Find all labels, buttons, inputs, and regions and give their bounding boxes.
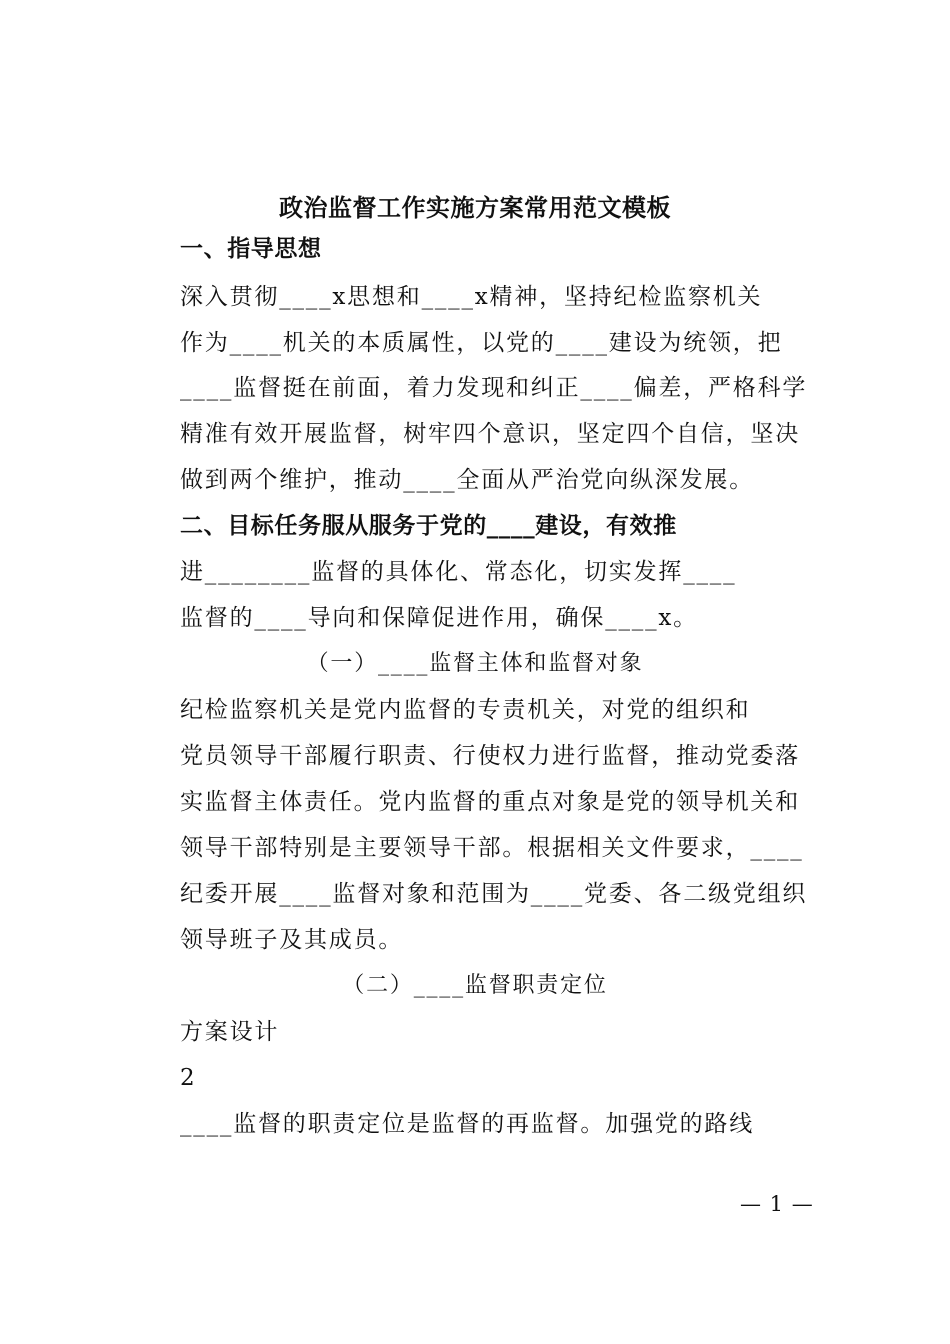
section-heading-guiding-ideology: 一、指导思想 xyxy=(180,236,322,262)
section-heading-objectives: 二、目标任务服从服务于党的____建设，有效推 xyxy=(180,513,677,539)
paragraph-line: 精准有效开展监督，树牢四个意识，坚定四个自信，坚决 xyxy=(180,421,800,447)
paragraph-line: 进________监督的具体化、常态化，切实发挥____ xyxy=(180,559,737,585)
subheading-supervision-subjects: （一）____监督主体和监督对象 xyxy=(306,651,644,676)
document-title: 政治监督工作实施方案常用范文模板 xyxy=(279,193,671,222)
paragraph-line: 2 xyxy=(180,1065,197,1091)
paragraph-line: ____监督的职责定位是监督的再监督。加强党的路线 xyxy=(180,1111,754,1137)
paragraph-line: 实监督主体责任。党内监督的重点对象是党的领导机关和 xyxy=(180,789,800,815)
paragraph-line: 领导班子及其成员。 xyxy=(180,927,404,953)
subheading-duty-positioning: （二）____监督职责定位 xyxy=(342,973,608,998)
paragraph-line: 纪检监察机关是党内监督的专责机关，对党的组织和 xyxy=(180,697,751,723)
paragraph-line: 作为____机关的本质属性，以党的____建设为统领，把 xyxy=(180,330,783,356)
paragraph-line: 监督的____导向和保障促进作用，确保____x。 xyxy=(180,605,698,631)
paragraph-line: 纪委开展____监督对象和范围为____党委、各二级党组织 xyxy=(180,881,808,907)
paragraph-line: ____监督挺在前面，着力发现和纠正____偏差，严格科学 xyxy=(180,375,808,401)
paragraph-line: 做到两个维护，推动____全面从严治党向纵深发展。 xyxy=(180,467,754,493)
paragraph-line: 深入贯彻____x思想和____x精神，坚持纪检监察机关 xyxy=(180,284,763,310)
paragraph-line: 领导干部特别是主要领导干部。根据相关文件要求，____ xyxy=(180,835,804,861)
paragraph-line: 党员领导干部履行职责、行使权力进行监督，推动党委落 xyxy=(180,743,800,769)
paragraph-line: 方案设计 xyxy=(180,1019,280,1045)
page-number: — 1 — xyxy=(740,1192,814,1216)
